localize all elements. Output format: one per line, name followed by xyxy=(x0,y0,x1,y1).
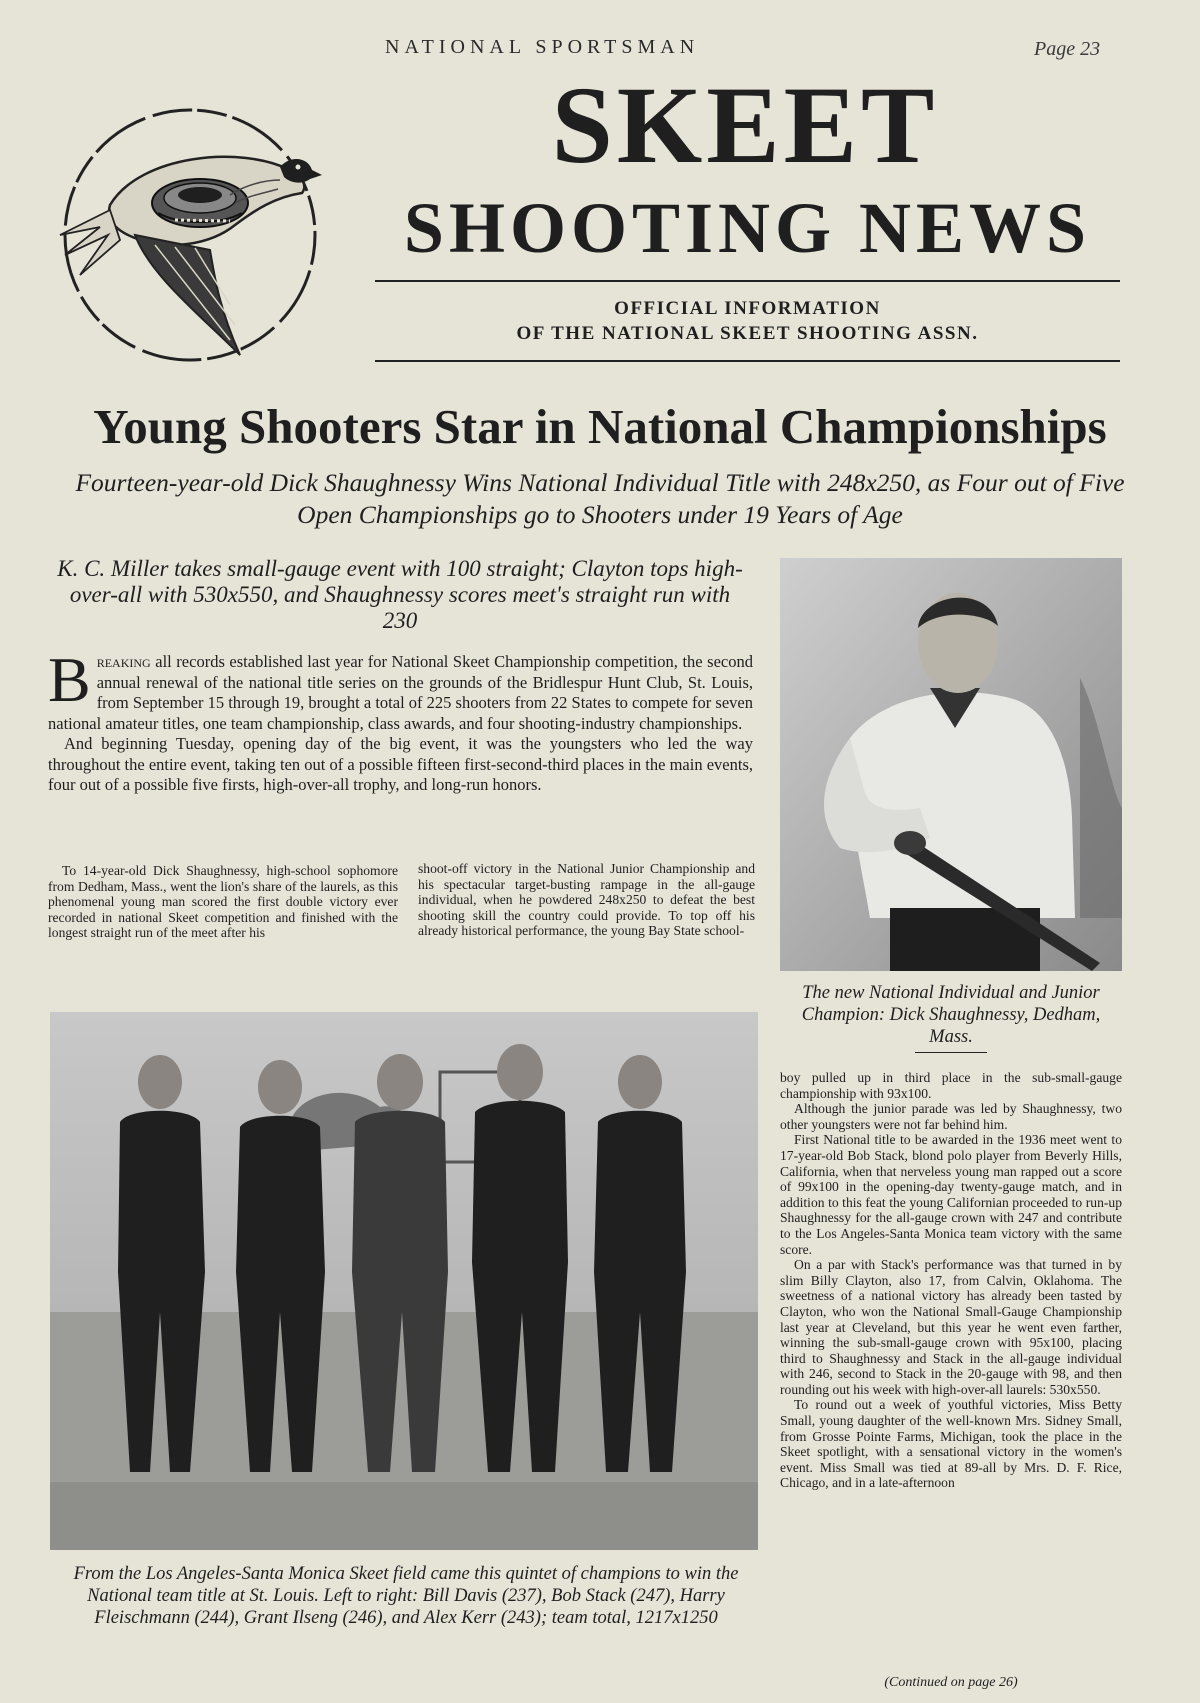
article-lead xyxy=(48,644,753,796)
caption-divider xyxy=(915,1052,987,1053)
body-column-c xyxy=(780,1070,1122,1491)
portrait-photo xyxy=(780,558,1122,971)
official-information xyxy=(375,296,1120,346)
continued-notice: (Continued on page 26) xyxy=(884,1675,1018,1690)
col-c-paragraph-2: Although the junior parade was led by Shaughnessy, two other youngsters were not far behind him. xyxy=(780,1101,1122,1132)
lead-smallcaps: reaking xyxy=(96,652,151,671)
team-photo xyxy=(50,1012,758,1550)
skeet-bird-logo xyxy=(40,85,330,380)
masthead-rule-bottom xyxy=(375,360,1120,362)
body-column-a: To 14-year-old Dick Shaughnessy, high-school sophomore from Dedham, Mass., went the lion's share of the laurels, as this phenomenal young man scored the first double victory ever recorded in national Skeet competition and finished with the longest straight run of the meet after his xyxy=(48,863,398,941)
col-c-paragraph-3: First National title to be awarded in the 1936 meet went to 17-year-old Bob Stack, blond polo player from Beverly Hills, California, when that nerveless young man rapped out a score of 99x100 in the opening-day twenty-gauge match, and in addition to this feat the young Californian proceeded to run-up Shaughnessy for the all-gauge crown with 247 and contribute to the Los Angeles-Santa Monica team victory with the same score. xyxy=(780,1132,1122,1257)
col-c-paragraph-5: To round out a week of youthful victories, Miss Betty Small, young daughter of the well-known Mrs. Sidney Small, from Grosse Pointe Farms, Michigan, took the place in the Skeet spotlight, with a sensational victory in the women's event. Miss Small was tied at 89-all by Mrs. D. F. Rice, Chicago, and in a late-afternoon xyxy=(780,1397,1122,1491)
portrait-caption: The new National Individual and Junior Champion: Dick Shaughnessy, Dedham, Mass. xyxy=(801,983,1101,1047)
col-c-paragraph-1: boy pulled up in third place in the sub-small-gauge championship with 93x100. xyxy=(780,1070,1122,1101)
article-subhead: Fourteen-year-old Dick Shaughnessy Wins National Individual Title with 248x250, as Four out of Five Open Championships go to Shooters under 19 Years of Age xyxy=(75,468,1125,529)
masthead-title-shooting-news: SHOOTING NEWS xyxy=(403,188,1092,268)
drop-cap: B xyxy=(48,644,91,715)
official-line-1: OFFICIAL INFORMATION xyxy=(614,298,881,319)
lead-paragraph-1 xyxy=(48,644,753,734)
team-caption: From the Los Angeles-Santa Monica Skeet field came this quintet of champions to win the National team title at St. Louis. Left to right: Bill Davis (237), Bob Stack (247), Harry Fleischmann (244), Grant Ilseng (246), and Alex Kerr (243); team total, 1217x1250 xyxy=(73,1564,739,1628)
official-line-2: OF THE NATIONAL SKEET SHOOTING ASSN. xyxy=(516,323,979,344)
masthead-title-skeet: SKEET xyxy=(551,64,939,186)
article-deck: K. C. Miller takes small-gauge event with 100 straight; Clayton tops high-over-all with 530x550, and Shaughnessy scores meet's straight run with 230 xyxy=(57,556,743,633)
masthead-rule-top xyxy=(375,280,1120,282)
publication-name: NATIONAL SPORTSMAN xyxy=(385,36,700,58)
article-headline: Young Shooters Star in National Championships xyxy=(93,399,1107,454)
body-column-b: shoot-off victory in the National Junior Championship and his spectacular target-busting rampage in the all-gauge individual, when he powdered 248x250 to defeat the best shooting skill the country could provide. To top off his already historical performance, the young Bay State school- xyxy=(418,861,755,939)
lead-text: all records established last year for National Skeet Championship competition, the second annual renewal of the national title series on the grounds of the Bridlespur Hunt Club, St. Louis, from September 15 through 19, brought a total of 225 shooters from 22 States to compete for seven national amateur titles, one team championship, class awards, and four shooting-industry championships. xyxy=(48,652,753,733)
page-number: Page 23 xyxy=(1034,38,1101,60)
lead-paragraph-2: And beginning Tuesday, opening day of the big event, it was the youngsters who led the way throughout the entire event, taking ten out of a possible fifteen first-second-third places in the main events, four out of a possible five firsts, high-over-all trophy, and long-run honors. xyxy=(48,734,753,794)
col-c-paragraph-4: On a par with Stack's performance was that turned in by slim Billy Clayton, also 17, from Calvin, Oklahoma. The sweetness of a national victory has already been tasted by Clayton, who won the National Small-Gauge Championship last year at Cleveland, but this year he went even farther, winning the sub-small-gauge crown with 95x100, placing third to Shaughnessy and Stack in the all-gauge individual with 246, second to Stack in the 20-gauge with 98, and then rounding out his week with high-over-all laurels: 530x550. xyxy=(780,1257,1122,1397)
